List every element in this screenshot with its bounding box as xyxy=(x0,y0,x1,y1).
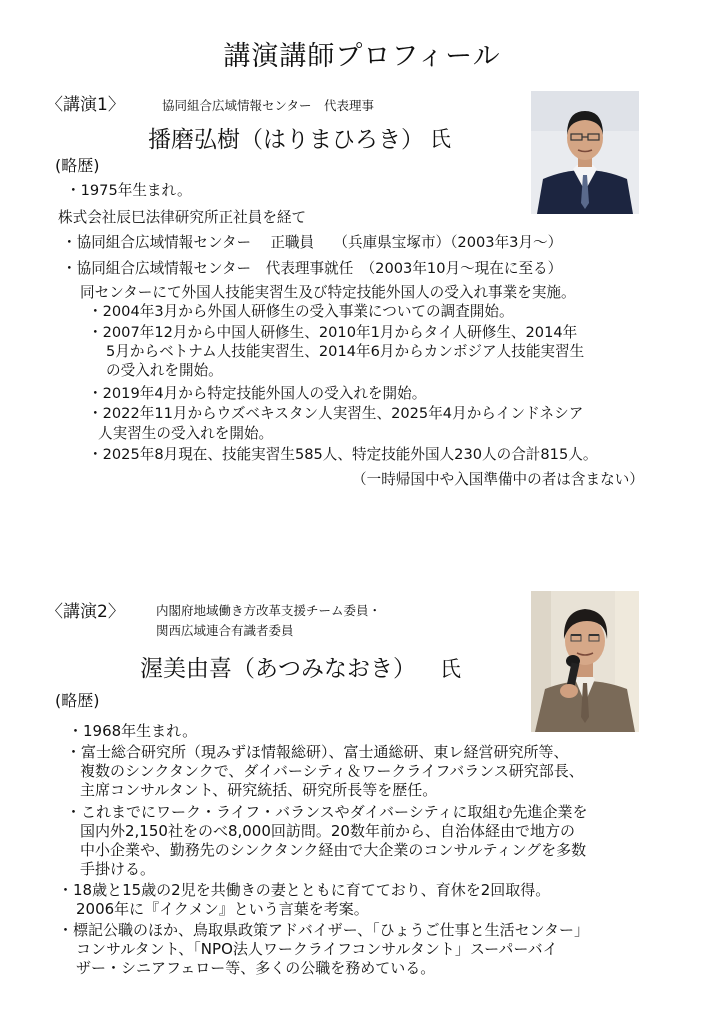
speaker2-history-line: 手掛ける。 xyxy=(80,860,156,878)
speaker1-history-line: ・協同組合広域情報センター 代表理事就任 （2003年10月～現在に至る） xyxy=(62,260,563,277)
speaker1-history-line: ・2004年3月から外国人研修生の受入事業についての調査開始。 xyxy=(88,303,514,320)
page-title: 講演講師プロフィール xyxy=(223,41,501,72)
speaker2-photo xyxy=(531,591,639,732)
speaker1-history-line: ・2025年8月現在、技能実習生585人、特定技能外国人230人の合計815人。 xyxy=(88,446,598,463)
speaker2-history-line: ・標記公職のほか、鳥取県政策アドバイザー、「ひょうご仕事と生活センター」 xyxy=(58,921,590,939)
speaker1-name: 播磨弘樹（はりまひろき） xyxy=(148,127,424,153)
speaker2-history-line: ・1968年生まれ。 xyxy=(68,722,198,740)
speaker2-history-line: 国内外2,150社をのべ8,000回訪問。20数年前から、自治体経由で地方の xyxy=(80,822,575,840)
speaker2-honorific: 氏 xyxy=(440,657,461,681)
speaker1-history-line: ・協同組合広域情報センター 正職員 （兵庫県宝塚市）（2003年3月～） xyxy=(62,234,563,251)
speaker1-history-line: ・2019年4月から特定技能外国人の受入れを開始。 xyxy=(88,385,427,402)
speaker2-history-line: 2006年に『イクメン』という言葉を考案。 xyxy=(76,900,369,918)
speaker1-history-line: ・2022年11月からウズベキスタン人実習生、2025年4月からインドネシア xyxy=(88,405,584,422)
speaker2-name: 渥美由喜（あつみなおき） xyxy=(140,656,416,682)
speaker2-history-line: 主席コンサルタント、研究統括、研究所長等を歴任。 xyxy=(80,781,438,799)
speaker2-history-line: ザー・シニアフェロー等、多くの公職を務めている。 xyxy=(76,959,436,977)
speaker1-history-note: （一時帰国中や入国準備中の者は含まない） xyxy=(352,471,644,488)
speaker2-affiliation: 内閣府地域働き方改革支援チーム委員・ xyxy=(156,603,382,618)
speaker2-history-label: (略歴) xyxy=(55,691,100,710)
speaker1-history-line: 5月からベトナム人技能実習生、2014年6月からカンボジア人技能実習生 xyxy=(106,343,585,360)
speaker1-history-label: (略歴) xyxy=(55,156,100,175)
speaker1-history-line: 同センターにて外国人技能実習生及び特定技能外国人の受入れ事業を実施。 xyxy=(80,284,576,301)
speaker2-history-line: ・富士総合研究所（現みずほ情報総研）、富士通総研、東レ経営研究所等、 xyxy=(66,743,569,761)
speaker2-lecture-label: 〈講演2〉 xyxy=(46,602,125,622)
speaker1-history-line: ・1975年生まれ。 xyxy=(66,182,192,199)
speaker1-affiliation: 協同組合広域情報センター 代表理事 xyxy=(162,98,375,113)
speaker1-lecture-label: 〈講演1〉 xyxy=(46,95,125,115)
speaker1-history-line: の受入れを開始。 xyxy=(106,362,223,379)
speaker2-history-line: ・これまでにワーク・ライフ・バランスやダイバーシティに取組む先進企業を xyxy=(66,803,588,821)
speaker1-history-line: 株式会社辰巳法律研究所正社員を経て xyxy=(58,209,307,226)
speaker2-history-line: コンサルタント、「NPO法人ワークライフコンサルタント」スーパーバイ xyxy=(76,940,558,958)
speaker2-history-line: 中小企業や、勤務先のシンクタンク経由で大企業のコンサルティングを多数 xyxy=(80,841,587,859)
speaker1-history-line: ・2007年12月から中国人研修生、2010年1月からタイ人研修生、2014年 xyxy=(88,324,578,341)
speaker1-photo xyxy=(531,91,639,214)
speaker2-history-line: 複数のシンクタンクで、ダイバーシティ＆ワークライフバランス研究部長、 xyxy=(80,762,584,780)
speaker1-history-line: 人実習生の受入れを開始。 xyxy=(98,425,274,442)
speaker2-history-line: ・18歳と15歳の2児を共働きの妻とともに育てており、育休を2回取得。 xyxy=(58,881,551,899)
speaker2-affiliation: 関西広域連合有識者委員 xyxy=(156,623,294,638)
speaker1-honorific: 氏 xyxy=(430,127,451,151)
